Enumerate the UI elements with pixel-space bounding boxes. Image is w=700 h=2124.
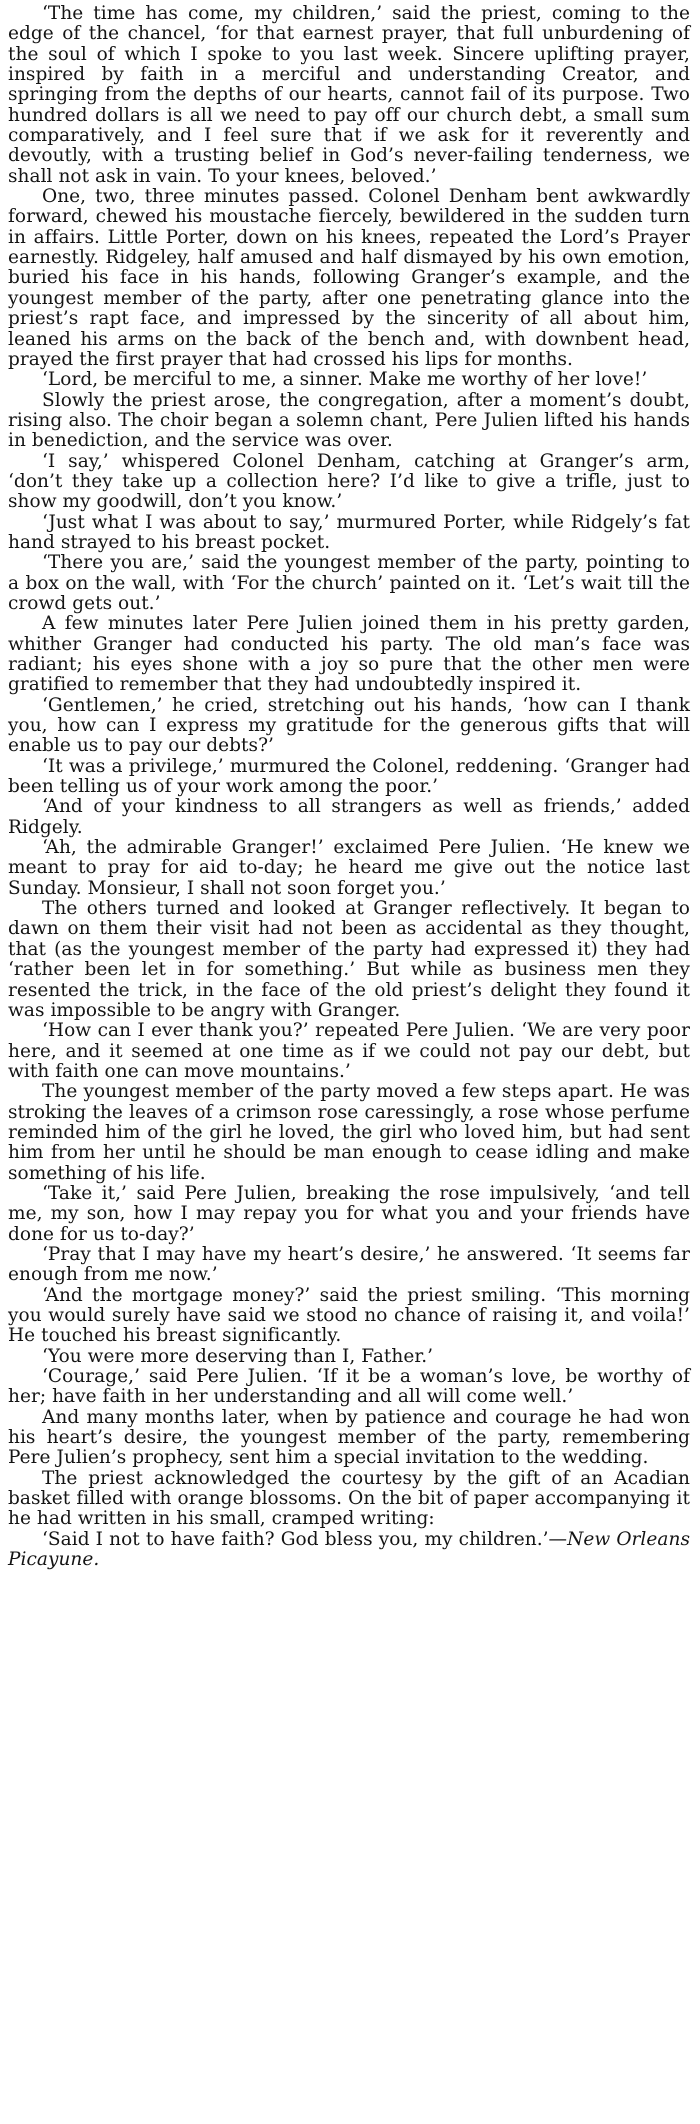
paragraph: ‘I say,’ whispered Colonel Denham, catching at Granger’s arm, ‘don’t they take up a collection here? I’d like to give a trifle, just to show my goodwill, don’t you know.’ [8,450,690,513]
paragraph: ‘And of your kindness to all strangers as well as friends,’ added Ridgely. [8,796,690,838]
paragraph: ‘How can I ever thank you?’ repeated Pere Julien. ‘We are very poor here, and it seemed at one time as if we could not pay our debt, but with faith one can move mountains.’ [8,1020,690,1082]
paragraph: ‘The time has come, my children,’ said the priest, coming to the edge of the chancel, ‘for that earnest prayer, that full unburdening of the soul of which I spoke to you last week. Sincere uplifting prayer, inspired by faith in a merciful and understanding Creator, and springing from the depths of our hearts, cannot fail of its purpose. Two hundred dollars is all we need to pay off our church debt, a small sum comparatively, and I feel sure that if we ask for it reverently and devoutly, with a trusting belief in God’s never-failing tenderness, we shall not ask in vain. To your knees, beloved.’ [8,3,690,187]
paragraph: ‘It was a privilege,’ murmured the Colonel, reddening. ‘Granger had been telling us of your work among the poor.’ [8,755,690,798]
paragraph: ‘There you are,’ said the youngest member of the party, pointing to a box on the wall, with ‘For the church’ painted on it. ‘Let’s wait till the crowd gets out.’ [8,552,690,614]
paragraph: ‘Courage,’ said Pere Julien. ‘If it be a woman’s love, be worthy of her; have faith in her understanding and all will come well.’ [8,1366,690,1408]
paragraph: ‘You were more deserving than I, Father.’ [42,1345,434,1367]
paragraph: One, two, three minutes passed. Colonel Denham bent awkwardly forward, chewed his moustache fiercely, bewildered in the sudden turn in affairs. Little Porter, down on his knees, repeated the Lord’s Prayer earnestly. Ridgeley, half amused and half dismayed by his own emotion, buried his face in his hands, following Granger’s example, and the youngest member of the party, after one penetrating glance into the priest’s rapt face, and impressed by the sincerity of all about him, leaned his arms on the back of the bench and, with downbent head, prayed the first prayer that had crossed his lips for months. [8,186,690,370]
paragraph: A few minutes later Pere Julien joined them in his pretty garden, whither Granger had conducted his party. The old man’s face was radiant; his eyes shone with a joy so pure that the other men were gratified to remember that they had undoubtedly inspired it. [8,613,690,696]
paragraph: ‘Lord, be merciful to me, a sinner. Make me worthy of her love!’ [42,369,648,391]
paragraph: ‘Take it,’ said Pere Julien, breaking the rose impulsively, ‘and tell me, my son, how I may repay you for what you and your friends have done for us to-day?’ [8,1182,690,1245]
paragraph: And many months later, when by patience and courage he had won his heart’s desire, the youngest member of the party, remembering Pere Julien’s prophecy, sent him a special invitation to the wedding. [8,1406,690,1469]
paragraph: ‘Pray that I may have my heart’s desire,’ he answered. ‘It seems far enough from me now.’ [8,1243,690,1286]
paragraph: The others turned and looked at Granger reflectively. It began to dawn on them their visit had not been as accidental as they thought, that (as the youngest member of the party had expressed it) they had ‘rather been let in for something.’ But while as business men they resented the trick, in the face of the old priest’s delight they found it was impossible to be angry with Granger. [8,898,690,1021]
paragraph: The youngest member of the party moved a few steps apart. He was stroking the leaves of a crimson rose caressingly, a rose whose perfume reminded him of the girl he loved, the girl who loved him, but had sent him from her until he should be man enough to cease idling and make something of his life. [8,1081,690,1184]
closing-quote: ‘Said I not to have faith? God bless you, my children.’— [42,1528,568,1550]
paragraph: Slowly the priest arose, the congregation, after a moment’s doubt, rising also. The choir began a solemn chant, Pere Julien lifted his hands in benediction, and the service was over. [8,389,690,452]
paragraph: The priest acknowledged the courtesy by the gift of an Acadian basket filled with orange blossoms. On the bit of paper accompanying it he had written in his small, cramped writing: [8,1467,690,1530]
paragraph: ‘Ah, the admirable Granger!’ exclaimed Pere Julien. ‘He knew we meant to pray for aid to-day; he heard me give out the notice last Sunday. Monsieur, I shall not soon forget you.’ [8,837,690,899]
source-attribution: New Orleans Picayune. [8,1528,690,1571]
paragraph: ‘Gentlemen,’ he cried, stretching out his hands, ‘how can I thank you, how can I express my gratitude for the generous gifts that will enable us to pay our debts?’ [8,694,690,757]
closing-paragraph [8,1530,690,1571]
paragraph: ‘And the mortgage money?’ said the priest smiling. ‘This morning you would surely have said we stood no chance of raising it, and voila!’ He touched his breast significantly. [8,1284,690,1347]
paragraph: ‘Just what I was about to say,’ murmured Porter, while Ridgely’s fat hand strayed to his breast pocket. [8,511,690,553]
